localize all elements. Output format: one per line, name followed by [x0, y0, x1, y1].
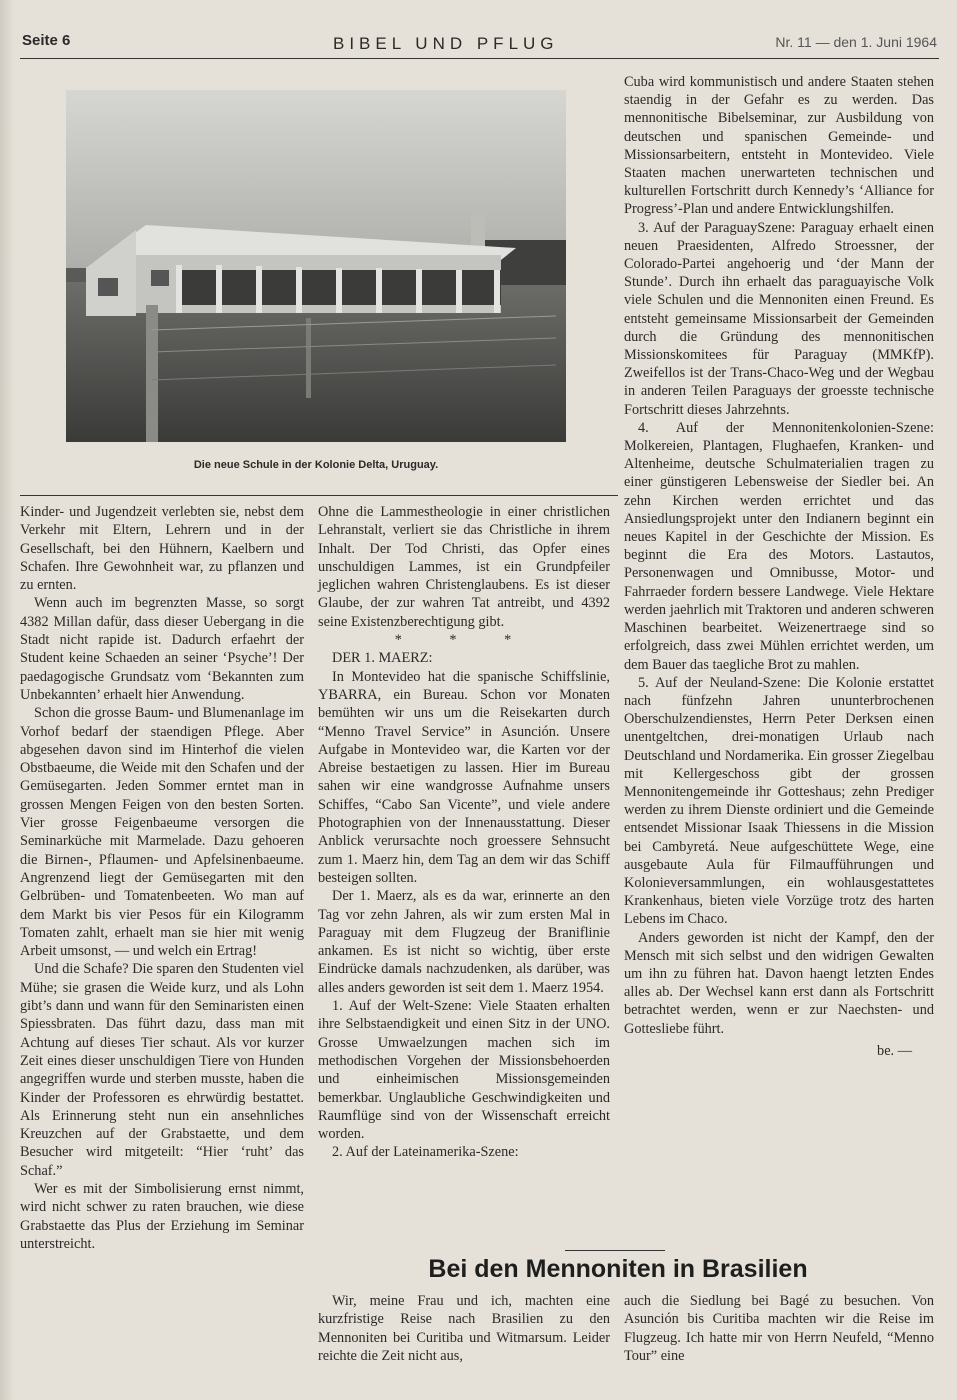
column-3	[624, 73, 934, 1060]
paragraph: auch die Siedlung bei Bagé zu besuchen. Von Asunción bis Curitiba machten wir die Reise im Flugzeug. Ich hatte mir von Herrn Neufeld, “Menno Tour” eine	[624, 1293, 934, 1364]
paragraph: Wenn auch im begrenzten Masse, so sorgt 4382 Millan dafür, dass dieser Uebergang in die Stadt nicht rapide ist. Dadurch erfaehrt der Student keine Schaeden an seiner ‘Psyche’! Der paedagogische Grundsatz vom ‘Bekannten zum Unbekannten’ erhaelt hier Anwendung.	[20, 595, 304, 703]
paragraph: 1. Auf der Welt-Szene: Viele Staaten erhalten ihre Selbstaendigkeit und einen Sitz in der UNO. Grosse Umwaelzungen machen sich im methodischen Vorgehen der Missionsbehoerden und einheimischen Missionsgemeinden bemerkbar. Unglaubliche Geschwindigkeiten und Raumflüge sind von der Wissenschaft erreicht worden.	[318, 998, 610, 1143]
paragraph: Cuba wird kommunistisch und andere Staaten stehen staendig in der Gefahr es zu werden. Das mennonitische Bibelseminar, zur Ausbildung von deutschen und spanischen Gemeinde- und Missionsarbeitern, entsteht in Montevideo. Viele Staaten machen unerwarteten technischen und kulturellen Fortschritt durch Kennedy’s ‘Alliance for Progress’-Plan und andere Entwicklungshilfen.	[624, 74, 934, 218]
page-header	[18, 30, 939, 56]
paragraph: 2. Auf der Lateinamerika-Szene:	[332, 1144, 519, 1161]
paragraph: 5. Auf der Neuland-Szene: Die Kolonie erstattet nach fünfzehn Jahren ununterbrochenen Oberschulzendienstes, Herrn Peter Derksen einen unentgeltchen, drei-monatigen Urlaub nach Deutschland und Nordamerika. Ein grosser Ziegelbau mit Kellergeschoss gibt der grossen Mennonitengemeinde ihr Gotteshaus; zehn Prediger werden zu ihrem Dienste ordiniert und die Gemeinde entsendet Missionar Isaak Thiessens in die Mission bei Cambyretá. Neue aufgeschüttete Wege, eine ausgebaute Aula für Filmaufführungen und Koloniеversammlungen, ein wohlausgestattetes Krankenhaus, bieten viele Vorzüge trotz des harten Lebens im Chaco.	[624, 674, 934, 928]
school-photo	[66, 90, 566, 442]
paragraph: Der 1. Maerz, als es da war, erinnerte an den Tag vor zehn Jahren, als wir zum ersten Mal in Paraguay mit dem Flugzeug der Braniflinie ankamen. Es ist nicht so wichtig, über erste Eindrücke damals nachzudenken, als darüber, was alles anders geworden ist seit dem 1. Maerz 1954.	[318, 888, 610, 996]
section-divider-stars: * * *	[394, 632, 534, 649]
paragraph: 4. Auf der Mennonitenkolonien-Szene: Molkereien, Plantagen, Flughaefen, Kranken- und Altenheime, deutsche Schulmaterialien tragen zu einer günstigeren Lebensweise der Siedler bei. An zehn Kirchen werden errichtet und das Ansiedlungsprojekt unter den Indianern beginnt ein neues Kapitel in der Geschichte der Mission. Es beginnt die Era des Motors. Lastautos, Personenwagen und Omnibusse, Motor- und Fahrraeder fordern bessere Landwege. Viele Hektare werden jaehrlich mit Traktoren und anderen schweren Maschinen bearbeitet. Weizenertraege sind so erfolgreich, dass zwei Mühlen errichtet werden, um dem Bauer das taegliche Brot zu mahlen.	[624, 419, 934, 673]
article2-column-left	[318, 1292, 610, 1365]
paragraph: Und die Schafe? Die sparen den Studenten viel Mühe; sie grasen die Weide kurz, und als Lohn gibt’s dann und wann für den Seminaristen einen Spiessbraten. Das führt dazu, dass man mit Achtung auf dieses Tier schaut. Als vor kurzer Zeit eines dieser unschuldigen Tiere von Hunden angegriffen wurde und sterben musste, haben die Kinder der Professoren es ehrwürdig bestattet. Als Erinnerung steht nun ein ansehnliches Kreuzchen auf der Grabstaette, und dem Besucher wird mitgeteilt: “Hier ‘ruht’ das Schaf.”	[20, 961, 304, 1179]
article2-column-right	[624, 1292, 934, 1365]
paragraph: Anders geworden ist nicht der Kampf, den der Mensch mit sich selbst und den widrigen Gewalten um ihn zu führen hat. Davon haengt letzten Endes alles ab. Der Wechsel kann erst dann als Fortschritt betrachtet werden, wenn er zur Naechsten- und Gottesliebe führt.	[624, 929, 934, 1037]
author-signature: be. —	[877, 1042, 912, 1059]
header-rule	[20, 58, 939, 59]
paragraph: Kinder- und Jugendzeit verlebten sie, nebst dem Verkehr mit Eltern, Lehrern und in der Gesellschaft, bei den Hühnern, Kaelbern und Schafen. Ihre Gewohnheit war, zu pflanzen und zu ernten.	[20, 504, 304, 594]
photo-caption: Die neue Schule in der Kolonie Delta, Uruguay.	[193, 459, 439, 471]
issue-date: Nr. 11 — den 1. Juni 1964	[775, 34, 937, 50]
page-binding-edge	[0, 0, 14, 1400]
paragraph: 3. Auf der ParaguaySzene: Paraguay erhaelt einen neuen Praesidenten, Alfredo Stroessner, der Colorado-Partei angehoerig und ‘der Mann der Stunde’. Durch ihn erhaelt das paraguayische Volk viele Schulen und die Mennoniten einen Freund. Es entsteht gemeinsame Missionsarbeit der Gemeinden durch die Gründung des mennonitischen Missionskomitees für Paraguay (MMKfP). Zweifellos ist der Trans-Chaco-Weg und der Wegbau in anderen Teilen Paraguays der groesste technische Fortschritt dieses Jahrzehnts.	[624, 219, 934, 418]
article-headline: Bei den Mennoniten in Brasilien	[428, 1255, 808, 1283]
caption-rule	[20, 495, 618, 496]
section-subhead: DER 1. MAERZ:	[332, 650, 433, 667]
bleed-through-text	[14, 70, 64, 510]
paragraph: Wir, meine Frau und ich, machten eine kurzfristige Reise nach Brasilien zu den Mennoniten bei Curitiba und Witmarsum. Leider reichte die Zeit nicht aus,	[318, 1293, 610, 1364]
column-1	[20, 503, 304, 1253]
column-2	[318, 503, 610, 1162]
paragraph: Ohne die Lammestheologie in einer christlichen Lehranstalt, verliert sie das Christliche in ihrem Inhalt. Der Tod Christi, das Opfer eines unschuldigen Lammes, ist ein Grundpfeiler jeglichen wahren Christenglaubens. Es ist dieser Glaube, der zur wahren Tat antreibt, und 4392 seine Existenzberechtigung gibt.	[318, 504, 610, 630]
paragraph: Wer es mit der Simbolisierung ernst nimmt, wird nicht schwer zu raten brauchen, wie diese Grabstaette das Plus der Erziehung im Seminar unterstreicht.	[20, 1180, 304, 1252]
paragraph: In Montevideo hat die spanische Schiffslinie, YBARRA, ein Bureau. Schon vor Monaten bemühten wir uns um die Reisekarten durch “Menno Travel Service” in Asunción. Unsere Aufgabe in Montevideo war, die Karten vor der Abreise bestaetigen zu lassen. Hier im Bureau sahen wir eine wandgrosse Aufnahme unsers Schiffes, “Cabo San Vicente”, und viele andere Photographien von der Innenausstattung. Dieser Anblick verursachte noch groessere Sehnsucht zum 1. Maerz hin, dem Tag an dem wir das Schiff besteigen sollten.	[318, 668, 610, 886]
masthead-title: BIBEL UND PFLUG	[333, 34, 559, 53]
page-number: Seite 6	[22, 32, 71, 49]
paragraph: Schon die grosse Baum- und Blumenanlage im Vorhof bedarf der staendigen Pflege. Aber abgesehen davon sind im Hinterhof die vielen Obstbaeume, die Weide mit den Schafen und der Gemüsegarten. Jeden Sommer erntet man in grossen Mengen Feigen von den besten Sorten. Vier grosse Feigenbaeume versorgen die Seminarküche mit Marmelade. Dazu gehoeren die Birnen-, Pflaumen- und Apfelsinenbaeume. Angrenzend liegt der Gemüsegarten mit den Gelbrüben- und Tomatenbeeten. Wo man auf dem Markt bis vier Pesos für ein Kilogramm Tomaten zahlt, erhaelt man sie hier mit wenig Arbeit umsonst, — und welch ein Ertrag!	[20, 705, 304, 960]
article-separator-rule	[565, 1250, 665, 1251]
